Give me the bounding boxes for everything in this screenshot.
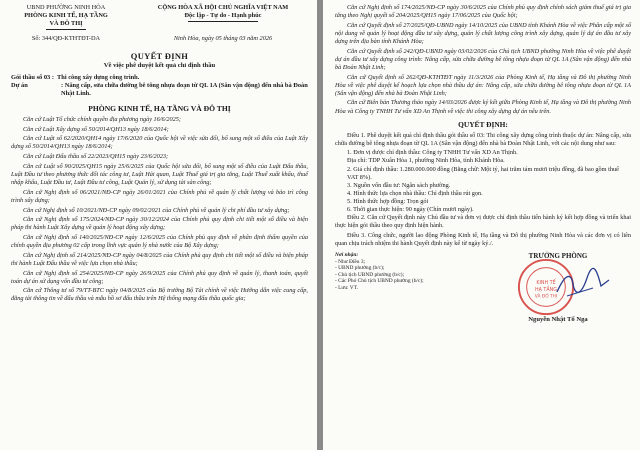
recipient-item: - Lưu: VT. [335,285,358,292]
package-value: Thi công xây dựng công trình. [57,74,140,81]
article-item: 6. Thời gian thực hiện: 90 ngày (Chín mươi ngày). [347,206,474,214]
agency-line-3: VÀ ĐÔ THỊ [49,20,83,27]
recipient-item: - Chủ tịch UBND phường (b/c); [335,271,405,278]
package-label: Gói thầu số 03 : [11,74,54,81]
legal-basis-paragraph: Căn cứ Nghị định số 214/2025/NĐ-CP ngày 04/8/2025 của Chính phủ quy định chi tiết một số điều và biện pháp thi hành Luật Đấu thầu về việc lựa chọn nhà thầu; [11,251,308,267]
recipients-list [335,252,485,292]
legal-basis-list [11,116,308,304]
recipients-title: Nơi nhận: [335,252,359,259]
article-item: 4. Hình thức lựa chọn nhà thầu: Chỉ định thầu rút gọn. [347,189,483,197]
legal-basis-paragraph: Căn cứ Luật Đấu thầu số 22/2023/QH15 ngày 23/6/2023; [23,153,169,161]
issuing-authority-heading: PHÒNG KINH TẾ, HẠ TẦNG VÀ ĐÔ THỊ [88,104,231,113]
divider [188,21,258,22]
article-1: Điều 1. Phê duyệt kết quả chỉ định thầu gói thầu số 03: Thi công xây dựng công trình thuộc dự án: Nâng cấp, sửa chữa đường bê tông nhựa đoạn từ QL 1A (Sân vận động) đến nhà bà Đoàn Nhật Linh, với các nội dung như sau: [335,131,631,147]
legal-basis-paragraph: Căn cứ Nghị định số 254/2025/NĐ-CP ngày 26/9/2025 của Chính phủ quy định về quản lý, thanh toán, quyết toán dự án sử dụng vốn đầu tư công; [11,269,308,285]
document-subtitle: Về việc phê duyệt kết quả chỉ định thầu [103,62,216,69]
signature-block [335,252,631,324]
agency-line-2: PHÒNG KINH TẾ, HẠ TẦNG [24,12,108,19]
signer-role: TRƯỞNG PHÒNG [528,252,588,261]
article-3: Điều 3. Công chức, người lao động Phòng Kinh tế, Hạ tầng và Đô thị phường Ninh Hòa và các đơn vị có liên quan chịu trách nhiệm thi hành Quyết định này kể từ ngày ký./. [335,231,631,247]
decision-heading: QUYẾT ĐỊNH: [458,119,508,129]
article-item: 3. Nguồn vốn đầu tư: Ngân sách phường. [347,181,451,189]
legal-basis-paragraph: Căn cứ Nghị định số 175/2024/NĐ-CP ngày 30/12/2024 của Chính phủ quy định chi tiết một số điều và biện pháp thi hành Luật Xây dựng về quản lý hoạt động xây dựng; [11,216,308,232]
document-header [11,4,308,30]
package-row [11,74,308,82]
document-title: QUYẾT ĐỊNH [130,51,189,61]
legal-basis-paragraph: Căn cứ Luật Xây dựng số 50/2014/QH13 ngày 18/6/2014; [23,125,169,133]
legal-basis-paragraph: Căn cứ Thông tư số 79/TT-BTC ngày 04/8/2025 của Bộ trưởng Bộ Tài chính về việc Hướng dẫn việc cung cấp, đăng tải thông tin về đấu thầu và mẫu hồ sơ đấu thầu trên Hệ thống mạng đấu thầu quốc gia; [11,287,308,303]
signer-name: Nguyễn Nhật Tố Nga [528,316,588,324]
project-label: Dự án [11,82,28,89]
article-item: 2. Giá chỉ định thầu: 1.280.000.000 đồng (Bằng chữ: Một tỷ, hai trăm tám mươi triệu đồng, đã bao gồm thuế VAT 8%). [347,165,619,181]
legal-basis-paragraph: Căn cứ Quyết định số 242/QĐ-UBND ngày 03/02/2026 của Chủ tịch UBND phường Ninh Hòa về việc phê duyệt dự án đầu tư xây dựng công trình: Nâng cấp, sửa chữa đường bê tông nhựa đoạn từ QL 1A (Sân vận động) đến nhà bà Đoàn Nhật Linh; [335,47,631,71]
legal-basis-paragraph: Căn cứ Quyết định số 27/2025/QĐ-UBND ngày 14/10/2025 của UBND tỉnh Khánh Hòa về việc Phân cấp một số nội dung về quản lý hoạt động đầu tư xây dựng, quản lý chất lượng công trình xây dựng, quản lý dự án đầu tư xây dựng trên địa bàn tỉnh Khánh Hòa; [335,21,631,45]
project-value: : Nâng cấp, sửa chữa đường bê tông nhựa đoạn từ QL 1A (Sân vận động) đến nhà bà Đoàn Nhật Linh. [61,82,308,97]
legal-basis-paragraph: Căn cứ Nghị định số 174/2025/NĐ-CP ngày 30/6/2025 của Chính phủ quy định chính sách giảm thuế giá trị gia tăng theo Nghị quyết số 204/2025/QH15 ngày 17/06/2025 của Quốc hội; [335,4,631,20]
legal-basis-paragraph: Căn cứ Luật số 62/2020/QH14 ngày 17/6/2020 của Quốc hội về việc sửa đổi, bổ sung một số điều của Luật Xây dựng số 50/2014/QH13 ngày 18/6/2014; [11,135,308,151]
issuing-agency [11,4,121,30]
legal-basis-paragraph: Căn cứ Luật số 90/2025/QH15 ngày 25/6/2025 của Quốc hội sửa đổi, bổ sung một số điều của Luật Đấu thầu, Luật Đầu tư theo phương thức đối tác công tư, Luật Hải quan, Luật Thuế giá trị gia tăng, Luật Thuế xuất khẩu, thuế nhập khẩu, Luật Đầu tư, Luật Đầu tư công, Luật Quản lý, sử dụng tài sản công; [11,162,308,187]
divider [46,29,86,30]
nation-line-1: CỘNG HÒA XÃ HỘI CHỦ NGHĨA VIỆT NAM [157,4,289,11]
svg-text:KINH TẾ: KINH TẾ [536,281,556,287]
project-row [11,82,308,98]
legal-basis-paragraph: Căn cứ Quyết định số 262/QĐ-KTHTĐT ngày 11/3/2026 của Phòng Kinh tế, Hạ tầng và Đô thị phường Ninh Hòa về việc phê duyệt kế hoạch lựa chọn nhà thầu dự án: Nâng cấp, sửa chữa đường bê tông nhựa đoạn từ QL 1A (Sân vận động) đến nhà bà Đoàn Nhật Linh; [335,73,631,97]
national-motto [138,4,308,30]
recipient-item: - Các Phó Chủ tịch UBND phường (b/c); [335,278,424,285]
legal-basis-paragraph: Căn cứ Nghị định số 140/2025/NĐ-CP ngày 12/6/2025 của Chính phủ quy định về phân định thẩm quyền của chính quyền địa phương 02 cấp trong lĩnh vực quản lý nhà nước của Bộ Xây dựng; [11,233,308,250]
recipient-item: - UBND phường (b/c); [335,265,385,272]
recipient-item: - Như Điều 3; [335,258,366,265]
nation-line-2: Độc lập - Tự do - Hạnh phúc [184,12,262,19]
article-item: 1. Đơn vị được chỉ định thầu: Công ty TNHH Tư vấn XD An Thịnh. [347,149,518,157]
agency-line-1: UBND PHƯỜNG NINH HÒA [26,4,106,11]
handwritten-signature-icon [553,266,613,302]
legal-basis-paragraph: Căn cứ Nghị định số 10/2021/NĐ-CP ngày 09/02/2021 của Chính phủ về quản lý chi phí đầu tư xây dựng; [23,206,290,214]
article-2: Điều 2. Căn cứ Quyết định này Chủ đầu tư và đơn vị được chỉ định thầu tiến hành ký kết hợp đồng và triển khai thực hiện gói thầu theo quy định hiện hành. [335,214,631,230]
number-date-row [11,35,308,42]
article-item: Địa chỉ: TDP Xuân Hòa 1, phường Ninh Hòa, tỉnh Khánh Hòa. [347,157,505,165]
document-date: Ninh Hòa, ngày 05 tháng 03 năm 2026 [173,35,273,42]
signer [485,252,631,324]
document-page-2 [323,0,640,450]
svg-text:VÀ ĐÔ THỊ: VÀ ĐÔ THỊ [534,294,558,300]
legal-basis-paragraph: Căn cứ Luật Tổ chức chính quyền địa phương ngày 16/6/2025; [23,116,181,123]
legal-basis-paragraph: Căn cứ Nghị định số 06/2021/NĐ-CP ngày 26/01/2021 của Chính phủ về quản lý chất lượng và bảo trì công trình xây dựng; [11,188,308,204]
legal-basis-paragraph: Căn cứ Biên bản Thương thảo ngày 14/03/2026 được ký kết giữa Phòng Kinh tế, Hạ tầng và Đô thị phường Ninh Hòa và Công ty TNHH Tư vấn XD An Thịnh về việc thi công xây dựng dự án nêu trên. [335,99,631,115]
svg-text:HẠ TẦNG: HẠ TẦNG [534,287,558,293]
document-page-1 [0,0,317,450]
article-item: 5. Hình thức hợp đồng: Trọn gói [347,197,429,205]
document-number: Số: 344/QĐ-KTHTĐT-DA [31,35,101,42]
